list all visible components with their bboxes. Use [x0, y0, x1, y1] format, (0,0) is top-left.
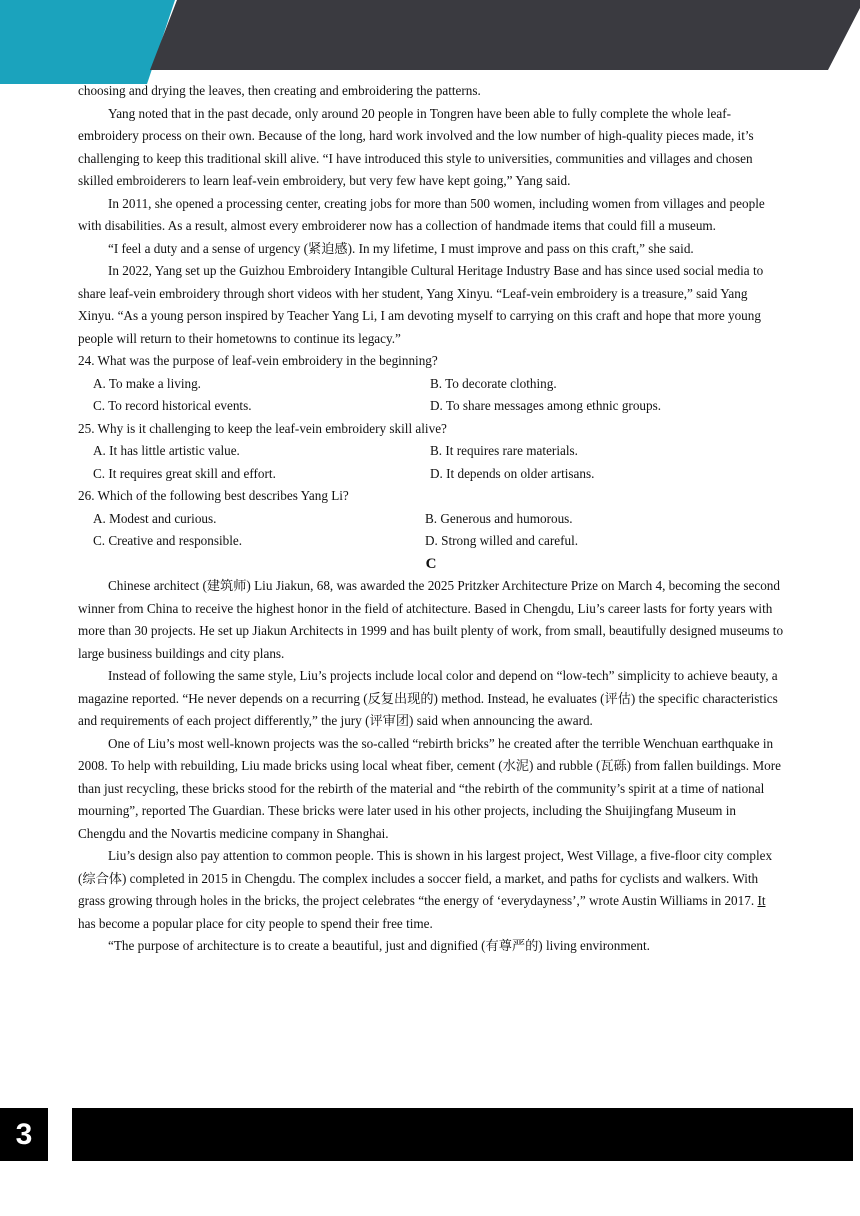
question-25-stem: 25. Why is it challenging to keep the leaf-vein embroidery skill alive? — [78, 420, 447, 436]
question-24-options — [78, 373, 784, 418]
underlined-word: It — [757, 893, 766, 908]
text-segment: has become a popular place for city people to spend their free time. — [78, 915, 433, 931]
question-26-stem: 26. Which of the following best describes Yang Li? — [78, 488, 349, 503]
paragraph-west-village — [78, 845, 784, 935]
option-c: C. It requires great skill and effort. — [93, 465, 276, 481]
question-25-options — [78, 440, 784, 485]
option-a: A. It has little artistic value. — [93, 443, 240, 458]
page-body — [78, 80, 784, 958]
header-teal-shape — [0, 0, 175, 84]
footer-bar — [72, 1108, 853, 1161]
header-banner — [0, 0, 860, 84]
question-24-stem: 24. What was the purpose of leaf-vein embroidery in the beginning? — [78, 353, 438, 368]
option-d: D. To share messages among ethnic groups. — [430, 398, 662, 413]
header-dark-shape — [150, 0, 860, 70]
option-c: C. Creative and responsible. — [93, 533, 243, 548]
paragraph: Instead of following the same style, Liu’s projects include local color and depend on “low-tech” simplicity to achieve beauty, a magazine reported. “He never depends on a recurring (反复出现的) method. Instead, he evaluates (评估) the specific characteristics and requirements of each project differently,” the jury (评审团) said when announcing the award. — [78, 668, 778, 728]
paragraph: In 2011, she opened a processing center, creating jobs for more than 500 women, including women from villages and people with disabilities. As a result, almost every embroiderer now has a collection of handmade items that could fill a museum. — [78, 195, 765, 233]
paragraph: “The purpose of architecture is to create a beautiful, just and dignified (有尊严的) living environment. — [108, 938, 650, 953]
option-b: B. It requires rare materials. — [430, 443, 578, 458]
paragraph: One of Liu’s most well-known projects was the so-called “rebirth bricks” he created after the terrible Wenchuan earthquake in 2008. To help with rebuilding, Liu made bricks using local wheat fiber, cement (水泥) and rubble (瓦砾) from fallen buildings. More than just recycling, these bricks stood for the rebirth of the material and “the rebirth of the community’s spirit at a time of national mourning”, reported The Guardian. These bricks were later used in his other projects, including the Shuijingfang Museum in Chengdu and the Novartis medicine company in Shanghai. — [78, 735, 781, 841]
text-segment: Liu’s design also pay attention to common people. This is shown in his largest project, West Village, a five-floor city complex (综合体) completed in 2015 in Chengdu. The complex includes a soccer field, a market, and paths for cyclists and walkers. With grass growing through holes in the bricks, the project celebrates “the energy of ‘everydayness’,” wrote Austin Williams in 2017. — [78, 848, 773, 908]
option-a: A. Modest and curious. — [93, 510, 217, 526]
section-title: C — [425, 555, 437, 572]
question-26-options — [78, 508, 784, 553]
paragraph: Chinese architect (建筑师) Liu Jiakun, 68, was awarded the 2025 Pritzker Architecture Prize on March 4, becoming the second winner from China to receive the highest honor in the field of atchitecture. Based in Chengdu, Liu’s career lasts for forty years with more than 30 projects. He set up Jiakun Architects in 1999 and has built plenty of work, from small, beautifully designed museums to large business buildings and city plans. — [78, 578, 784, 661]
option-b: B. To decorate clothing. — [430, 375, 557, 391]
paragraph: In 2022, Yang set up the Guizhou Embroidery Intangible Cultural Heritage Industry Base and has since used social media to share leaf-vein embroidery through short videos with her student, Yang Xinyu. “Leaf-vein embroidery is a treasure,” said Yang Xinyu. “As a young person inspired by Teacher Yang Li, I am devoting myself to carrying on this craft and hope that more young people will return to their hometowns to continue its legacy.” — [78, 263, 764, 346]
paragraph: choosing and drying the leaves, then creating and embroidering the patterns. — [78, 83, 481, 98]
option-a: A. To make a living. — [93, 375, 201, 391]
option-b: B. Generous and humorous. — [425, 510, 573, 526]
option-d: D. Strong willed and careful. — [425, 533, 579, 548]
option-c: C. To record historical events. — [93, 398, 252, 413]
page-number: 3 — [0, 1108, 48, 1161]
option-d: D. It depends on older artisans. — [430, 465, 595, 481]
paragraph: “I feel a duty and a sense of urgency (紧迫感). In my lifetime, I must improve and pass on this craft,” she said. — [108, 240, 694, 256]
paragraph: Yang noted that in the past decade, only around 20 people in Tongren have been able to fully complete the whole leaf-embroidery process on their own. Because of the long, hard work involved and the low number of high-quality pieces made, it’s challenging to keep this traditional skill alive. “I have introduced this style to universities, communities and villages and chosen skilled embroiderers to learn leaf-vein embroidery, but very few have kept going,” Yang said. — [78, 105, 754, 188]
